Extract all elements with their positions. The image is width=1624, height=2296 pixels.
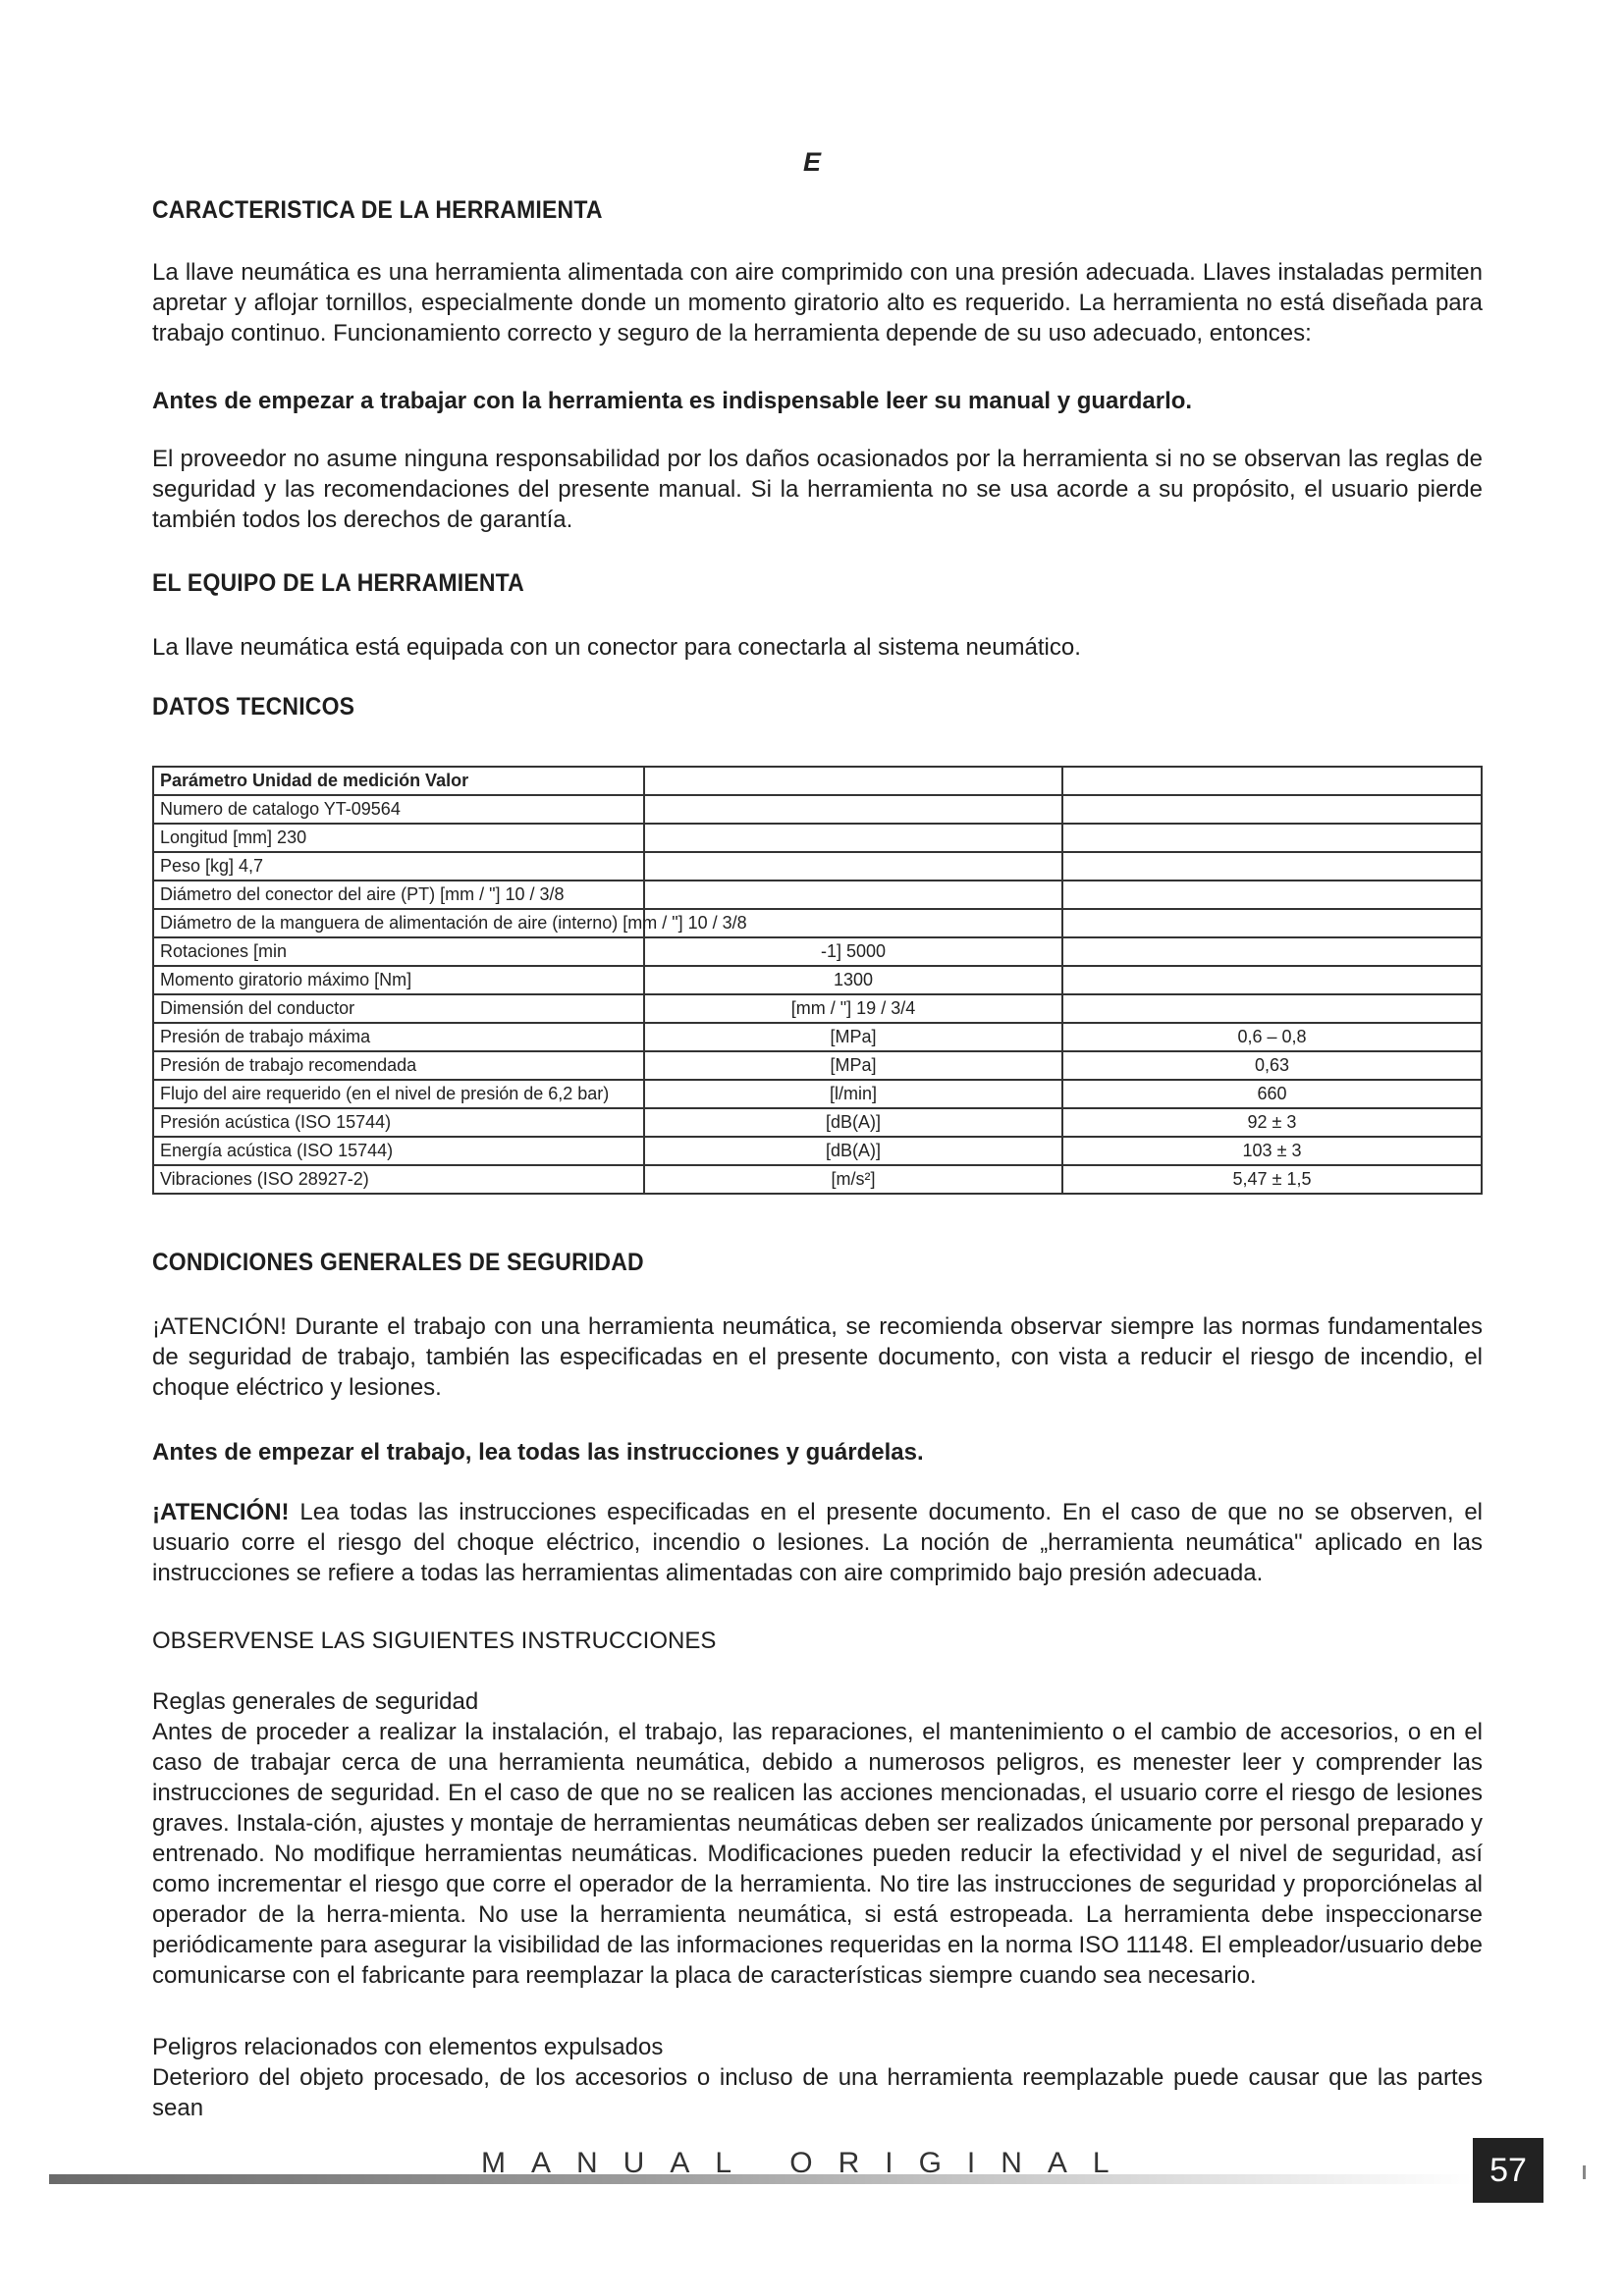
table-cell: [mm / "] 19 / 3/4 bbox=[644, 994, 1062, 1023]
section-characteristics bbox=[152, 196, 1483, 225]
paragraph: La llave neumática está equipada con un conector para conectarla al sistema neumático. bbox=[152, 634, 1081, 661]
attention-label: ¡ATENCIÓN! bbox=[152, 1499, 290, 1525]
paragraph: ¡ATENCIÓN! Durante el trabajo con una herramienta neumática, se recomienda observar siempre las normas fundamentales de seguridad de trabajo, también las especificadas en el presente documento, con vista a reducir el riesgo de incendio, el choque eléctrico y lesiones. bbox=[152, 1313, 1483, 1401]
characteristics-text bbox=[152, 257, 1483, 348]
section-equipment bbox=[152, 569, 1483, 598]
table-cell: Vibraciones (ISO 28927-2) bbox=[153, 1165, 644, 1194]
table-cell: Presión acústica (ISO 15744) bbox=[153, 1108, 644, 1137]
table-cell: Presión de trabajo máxima bbox=[153, 1023, 644, 1051]
read-manual-note bbox=[152, 386, 1483, 416]
table-cell: 0,6 – 0,8 bbox=[1062, 1023, 1482, 1051]
paragraph: OBSERVENSE LAS SIGUIENTES INSTRUCCIONES bbox=[152, 1628, 717, 1654]
attention-text-1 bbox=[152, 1311, 1483, 1403]
bold-note: Antes de empezar el trabajo, lea todas las instrucciones y guárdelas. bbox=[152, 1439, 924, 1466]
table-row bbox=[153, 852, 1482, 881]
table-cell: Dimensión del conductor bbox=[153, 994, 644, 1023]
ejected-hazards bbox=[152, 2032, 1483, 2123]
table-cell: Diámetro de la manguera de alimentación de aire (interno) [mm / "] 10 / 3/8 bbox=[153, 909, 644, 937]
table-cell bbox=[1062, 824, 1482, 852]
table-row bbox=[153, 795, 1482, 824]
table-cell: 92 ± 3 bbox=[1062, 1108, 1482, 1137]
table-cell: [m/s²] bbox=[644, 1165, 1062, 1194]
table-cell: Flujo del aire requerido (en el nivel de presión de 6,2 bar) bbox=[153, 1080, 644, 1108]
table-row bbox=[153, 937, 1482, 966]
table-cell bbox=[644, 767, 1062, 795]
table-row bbox=[153, 1051, 1482, 1080]
section-general-safety bbox=[152, 1249, 1483, 1277]
footer-title: MANUAL ORIGINAL bbox=[481, 2147, 1135, 2179]
general-rules bbox=[152, 1686, 1483, 1991]
table-cell bbox=[1062, 937, 1482, 966]
table-cell: [MPa] bbox=[644, 1051, 1062, 1080]
table-cell bbox=[1062, 994, 1482, 1023]
paragraph: La llave neumática es una herramienta alimentada con aire comprimido con una presión adecuada. Llaves instaladas permiten apretar y aflojar tornillos, especialmente donde un momento giratorio alto es requerido. La herramienta no está diseñada para trabajo continuo. Funcionamiento correcto y seguro de la herramienta depende de su uso adecuado, entonces: bbox=[152, 259, 1483, 347]
table-cell bbox=[1062, 852, 1482, 881]
paragraph bbox=[152, 1497, 1483, 1588]
table-header-row bbox=[153, 767, 1482, 795]
table-cell bbox=[644, 824, 1062, 852]
table-row bbox=[153, 1080, 1482, 1108]
page-number: 57 bbox=[1473, 2138, 1543, 2203]
table-row bbox=[153, 1023, 1482, 1051]
table-row bbox=[153, 881, 1482, 909]
language-marker: E bbox=[802, 147, 821, 177]
table-cell: Presión de trabajo recomendada bbox=[153, 1051, 644, 1080]
table-cell: [MPa] bbox=[644, 1023, 1062, 1051]
table-cell: 103 ± 3 bbox=[1062, 1137, 1482, 1165]
table-row bbox=[153, 1108, 1482, 1137]
technical-data-table bbox=[152, 766, 1483, 1195]
table-cell: [dB(A)] bbox=[644, 1137, 1062, 1165]
table-cell: Rotaciones [min bbox=[153, 937, 644, 966]
table-cell: 0,63 bbox=[1062, 1051, 1482, 1080]
table-cell bbox=[1062, 909, 1482, 937]
section-heading: EL EQUIPO DE LA HERRAMIENTA bbox=[152, 569, 524, 597]
table-cell bbox=[1062, 795, 1482, 824]
read-instructions-note bbox=[152, 1437, 1483, 1468]
table-cell bbox=[1062, 966, 1482, 994]
table-cell: Longitud [mm] 230 bbox=[153, 824, 644, 852]
bold-note: Antes de empezar a trabajar con la herramienta es indispensable leer su manual y guardarlo. bbox=[152, 388, 1193, 414]
table-header-cell: Parámetro Unidad de medición Valor bbox=[153, 767, 644, 795]
observe-instructions bbox=[152, 1626, 1483, 1656]
table-row bbox=[153, 1137, 1482, 1165]
table-cell: Numero de catalogo YT-09564 bbox=[153, 795, 644, 824]
attention-body: Lea todas las instrucciones especificadas en el presente documento. En el caso de que no se observen, el usuario corre el riesgo del choque eléctrico, incendio o lesiones. La noción de „herramienta neumática" aplicado en las instrucciones se refiere a todas las herramientas alimentadas con aire comprimido bajo presión adecuada. bbox=[152, 1499, 1483, 1586]
section-heading: DATOS TECNICOS bbox=[152, 693, 355, 721]
equipment-text bbox=[152, 632, 1483, 663]
table-cell bbox=[1062, 767, 1482, 795]
table-cell: 1300 bbox=[644, 966, 1062, 994]
table-cell: -1] 5000 bbox=[644, 937, 1062, 966]
section-heading: CONDICIONES GENERALES DE SEGURIDAD bbox=[152, 1249, 644, 1276]
table-cell: Momento giratorio máximo [Nm] bbox=[153, 966, 644, 994]
paragraph: Antes de proceder a realizar la instalación, el trabajo, las reparaciones, el mantenimiento o el cambio de accesorios, o en el caso de trabajar cerca de una herramienta neumática, debido a numerosos peligros, es menester leer y comprender las instrucciones de seguridad. En el caso de que no se realicen las acciones mencionadas, el usuario corre el riesgo de lesiones graves. Instala-ción, ajustes y montaje de herramientas neumáticas deben ser realizados únicamente por personal preparado y entrenado. No modifique herramientas neumáticas. Modificaciones pueden reducir la efectividad y el nivel de seguridad, así como incrementar el riesgo que corre el operador de la herramienta. No tire las instrucciones de seguridad y proporciónelas al operador de la herra-mienta. No use la herramienta neumática, si está estropeada. La herramienta debe inspeccionarse periódicamente para asegurar la visibilidad de las informaciones requeridas en la norma ISO 11148. El empleador/usuario debe comunicarse con el fabricante para reemplazar la placa de características siempre cuando sea necesario. bbox=[152, 1719, 1483, 1989]
table-cell: Energía acústica (ISO 15744) bbox=[153, 1137, 644, 1165]
table-cell bbox=[644, 795, 1062, 824]
table-cell bbox=[1062, 881, 1482, 909]
table-cell bbox=[644, 881, 1062, 909]
table-cell: 660 bbox=[1062, 1080, 1482, 1108]
table-cell: Peso [kg] 4,7 bbox=[153, 852, 644, 881]
table-row bbox=[153, 909, 1482, 937]
attention-text-2 bbox=[152, 1497, 1483, 1588]
table-cell: [l/min] bbox=[644, 1080, 1062, 1108]
table-row bbox=[153, 824, 1482, 852]
subheading: Reglas generales de seguridad bbox=[152, 1688, 479, 1715]
liability-text bbox=[152, 444, 1483, 535]
paragraph: Deterioro del objeto procesado, de los accesorios o incluso de una herramienta reemplazable puede causar que las partes sean bbox=[152, 2064, 1483, 2121]
section-technical-data bbox=[152, 693, 1483, 721]
table-cell bbox=[644, 852, 1062, 881]
table-row bbox=[153, 966, 1482, 994]
table-cell: Diámetro del conector del aire (PT) [mm / "] 10 / 3/8 bbox=[153, 881, 644, 909]
table-row bbox=[153, 994, 1482, 1023]
table-cell: [dB(A)] bbox=[644, 1108, 1062, 1137]
paragraph: El proveedor no asume ninguna responsabilidad por los daños ocasionados por la herramienta si no se observan las reglas de seguridad y las recomendaciones del presente manual. Si la herramienta no se usa acorde a su propósito, el usuario pierde también todos los derechos de garantía. bbox=[152, 446, 1483, 533]
table-cell: 5,47 ± 1,5 bbox=[1062, 1165, 1482, 1194]
section-heading: CARACTERISTICA DE LA HERRAMIENTA bbox=[152, 196, 603, 224]
table-row bbox=[153, 1165, 1482, 1194]
subheading: Peligros relacionados con elementos expulsados bbox=[152, 2034, 664, 2060]
page-tick-mark bbox=[1583, 2165, 1586, 2179]
